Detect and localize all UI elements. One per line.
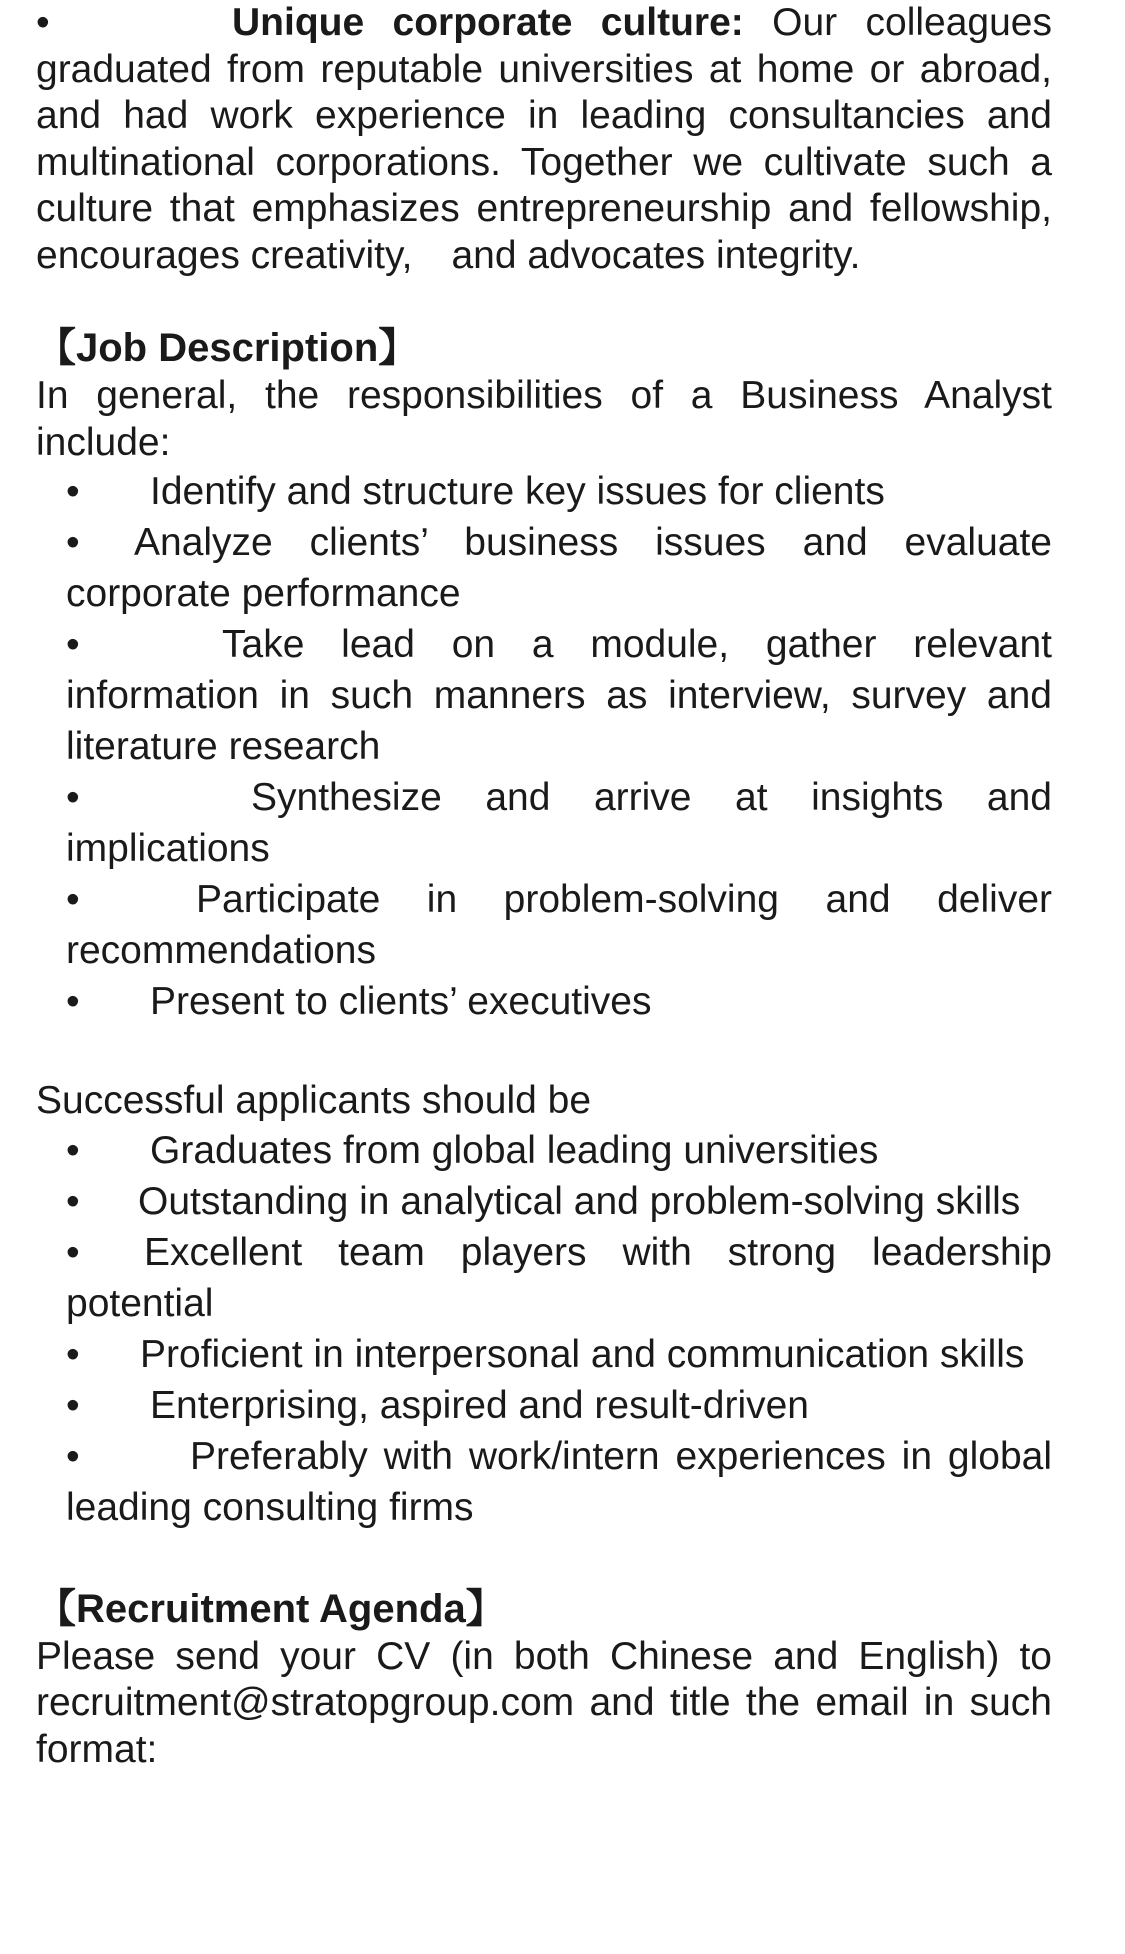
bullet-marker: • <box>66 1230 80 1274</box>
job-intro: In general, the responsibilities of a Business Analyst include: <box>36 374 1052 464</box>
bullet-marker: • <box>66 470 80 513</box>
bullet-marker: • <box>66 1179 80 1223</box>
bullet-marker: • <box>66 1128 80 1172</box>
bullet-marker: • <box>36 1 50 44</box>
requirements-list <box>36 1125 1052 1533</box>
agenda-text: Please send your CV (in both Chinese and English) to recruitment@stratopgroup.com and title the email in such format: <box>36 1634 1052 1771</box>
bullet-marker: • <box>66 623 80 666</box>
bullet-marker: • <box>66 521 80 564</box>
culture-text: Our colleagues graduated from reputable universities at home or abroad, and had work experience in leading consultancies and multinational corporations. Together we cultivate such a culture that emphasizes entrepreneurship and fellowship, encourages creativity, and advocates integrity. <box>36 1 1052 277</box>
bullet-marker: • <box>66 980 80 1023</box>
list-item: • Present to clients’ executives <box>66 976 1052 1027</box>
list-item: • Preferably with work/intern experiences in global leading consulting firms <box>66 1431 1052 1533</box>
bullet-marker: • <box>66 1434 80 1478</box>
recruitment-agenda-heading: 【Recruitment Agenda】 <box>36 1586 506 1631</box>
list-item: • Outstanding in analytical and problem-solving skills <box>66 1176 1052 1227</box>
responsibilities-list <box>36 466 1052 1027</box>
list-item: • Analyze clients’ business issues and evaluate corporate performance <box>66 517 1052 619</box>
applicants-intro: Successful applicants should be <box>36 1079 592 1122</box>
list-item: • Graduates from global leading universities <box>66 1125 1052 1176</box>
bullet-marker: • <box>66 878 80 921</box>
document-body <box>36 0 1052 1773</box>
list-item: • Enterprising, aspired and result-driven <box>66 1380 1052 1431</box>
bullet-marker: • <box>66 776 80 819</box>
list-item: • Take lead on a module, gather relevant information in such manners as interview, survey and literature research <box>66 619 1052 772</box>
list-item: • Excellent team players with strong leadership potential <box>66 1227 1052 1329</box>
culture-label: Unique corporate culture: <box>232 1 744 44</box>
bullet-marker: • <box>66 1332 80 1376</box>
list-item: • Synthesize and arrive at insights and implications <box>66 772 1052 874</box>
list-item: • Identify and structure key issues for clients <box>66 466 1052 517</box>
job-description-heading: 【Job Description】 <box>36 326 419 370</box>
list-item: • Participate in problem-solving and deliver recommendations <box>66 874 1052 976</box>
list-item: • Proficient in interpersonal and communication skills <box>66 1329 1052 1380</box>
recruitment-email-link[interactable]: recruitment@stratopgroup.com <box>36 1681 575 1724</box>
bullet-marker: • <box>66 1383 80 1427</box>
culture-paragraph <box>36 0 1052 279</box>
